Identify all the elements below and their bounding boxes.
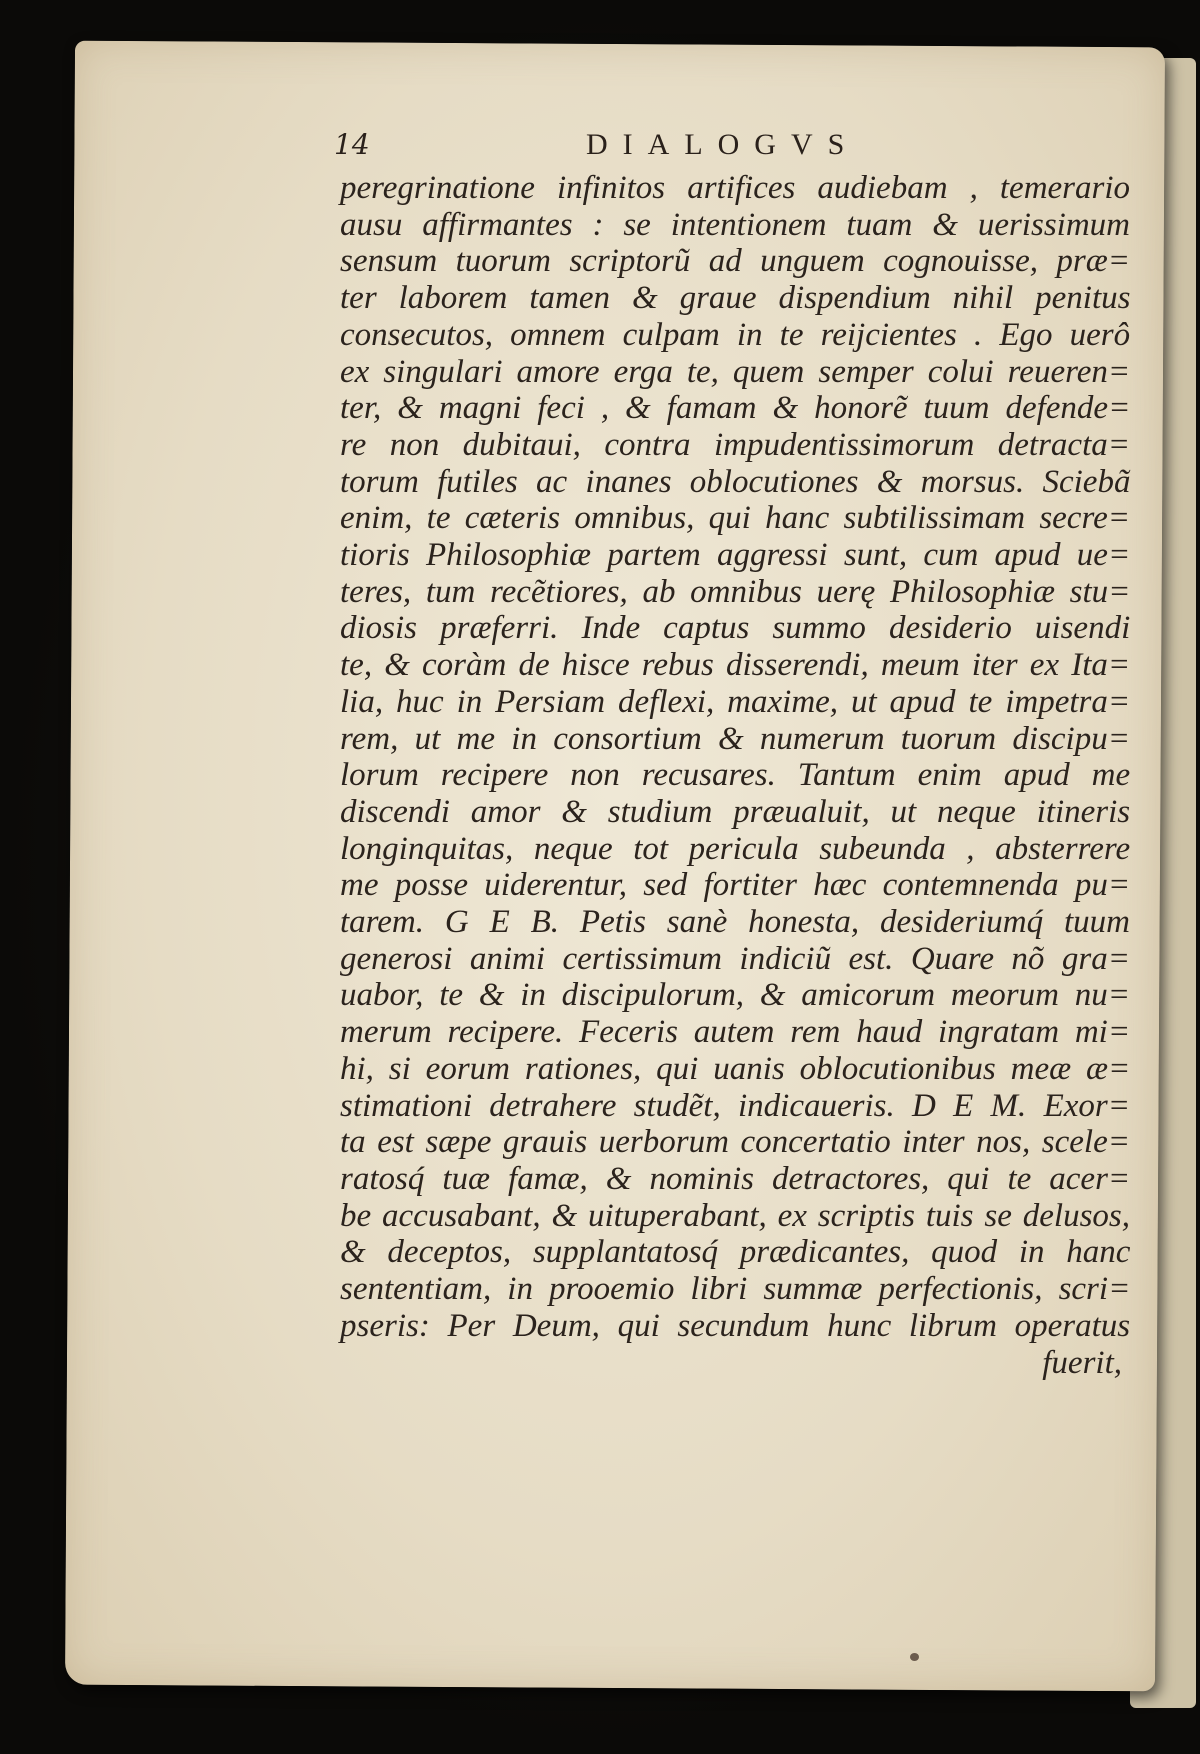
body-text bbox=[340, 170, 1130, 1381]
text-line: generosi animi certissimum indiciũ est. Quare nõ gra= bbox=[340, 940, 1130, 977]
running-title: DIALOGVS bbox=[586, 128, 860, 161]
text-line: pseris: Per Deum, qui secundum hunc librum operatus bbox=[340, 1307, 1131, 1344]
page-header bbox=[334, 128, 1034, 168]
text-line: re non dubitaui, contra impudentissimorum detracta= bbox=[340, 426, 1131, 463]
text-line: sensum tuorum scriptorũ ad unguem cognouisse, præ= bbox=[340, 243, 1131, 280]
text-line: longinquitas, neque tot pericula subeunda , absterrere bbox=[340, 830, 1131, 867]
text-line: ratosq́ tuæ famæ, & nominis detractores, qui te acer= bbox=[340, 1160, 1131, 1197]
text-line: tioris Philosophiæ partem aggressi sunt, cum apud ue= bbox=[340, 537, 1131, 574]
page-number: 14 bbox=[334, 128, 370, 161]
text-line: torum futiles ac inanes oblocutiones & morsus. Sciebã bbox=[340, 463, 1131, 500]
text-line: consecutos, omnem culpam in te reijcientes . Ego uerô bbox=[340, 316, 1131, 353]
text-line: discendi amor & studium præualuit, ut neque itineris bbox=[340, 793, 1131, 830]
text-line: lia, huc in Persiam deflexi, maxime, ut apud te impetra= bbox=[340, 683, 1131, 720]
text-line: ta est sæpe grauis uerborum concertatio inter nos, scele= bbox=[340, 1124, 1130, 1161]
text-line: merum recipere. Feceris autem rem haud ingratam mi= bbox=[340, 1014, 1131, 1051]
text-line: hi, si eorum rationes, qui uanis oblocutionibus meæ æ= bbox=[340, 1050, 1131, 1087]
text-line: rem, ut me in consortium & numerum tuorum discipu= bbox=[340, 720, 1130, 757]
text-line: ausu affirmantes : se intentionem tuam & uerissimum bbox=[340, 206, 1130, 243]
text-line: tarem. G E B. Petis sanè honesta, desideriumq́ tuum bbox=[340, 904, 1130, 941]
text-line: teres, tum recẽtiores, ab omnibus uerę Philosophiæ stu= bbox=[340, 573, 1131, 610]
text-line: lorum recipere non recusares. Tantum enim apud me bbox=[340, 757, 1131, 794]
text-line: te, & coràm de hisce rebus disserendi, meum iter ex Ita= bbox=[340, 647, 1131, 684]
text-line: stimationi detrahere studẽt, indicaueris. D E M. Exor= bbox=[340, 1087, 1130, 1124]
text-line: ex singulari amore erga te, quem semper colui reueren= bbox=[340, 353, 1131, 390]
text-line: & deceptos, supplantatosq́ prædicantes, quod in hanc bbox=[340, 1234, 1131, 1271]
text-line: enim, te cæteris omnibus, qui hanc subtilissimam secre= bbox=[340, 500, 1130, 537]
text-line: sententiam, in prooemio libri summæ perfectionis, scri= bbox=[340, 1271, 1131, 1308]
text-line: uabor, te & in discipulorum, & amicorum meorum nu= bbox=[340, 977, 1130, 1014]
text-line: peregrinatione infinitos artifices audiebam , temerario bbox=[340, 170, 1131, 206]
ink-blemish bbox=[910, 1653, 919, 1661]
catchword: fuerit, bbox=[1042, 1344, 1122, 1381]
text-line: ter laborem tamen & graue dispendium nihil penitus bbox=[340, 280, 1131, 317]
text-line: me posse uiderentur, sed fortiter hæc contemnenda pu= bbox=[340, 867, 1131, 904]
text-line: ter, & magni feci , & famam & honorẽ tuum defende= bbox=[340, 390, 1131, 427]
text-line: diosis præferri. Inde captus summo desiderio uisendi bbox=[340, 610, 1131, 647]
text-line: be accusabant, & uituperabant, ex scriptis tuis se delusos, bbox=[340, 1197, 1131, 1234]
